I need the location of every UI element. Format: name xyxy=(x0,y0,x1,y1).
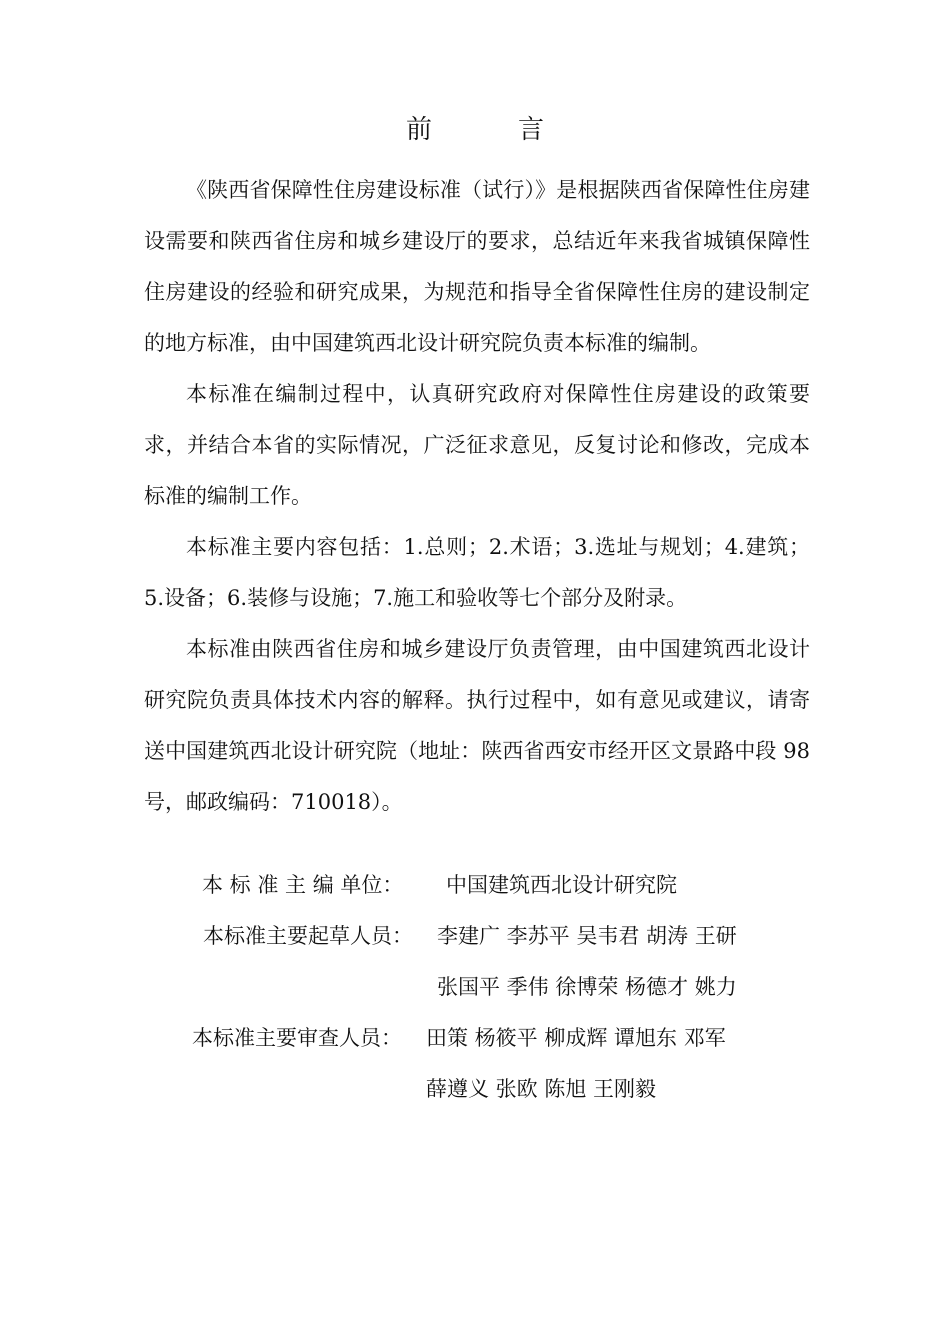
credit-row-unit xyxy=(0,860,950,911)
credits-section xyxy=(0,860,950,1115)
credit-row-drafters xyxy=(0,911,950,962)
paragraph-management: 本标准由陕西省住房和城乡建设厅负责管理，由中国建筑西北设计研究院负责具体技术内容的解释。执行过程中，如有意见或建议，请寄送中国建筑西北设计研究院（地址：陕西省西安市经开区文景路中段 98 号，邮政编码：710018）。 xyxy=(144,637,810,814)
reviewers-line-1: 田策 杨筱平 柳成辉 谭旭东 邓军 xyxy=(426,1026,726,1050)
editor-unit-value: 中国建筑西北设计研究院 xyxy=(446,873,677,897)
paragraph-contents: 本标准主要内容包括：1.总则；2.术语；3.选址与规划；4.建筑；5.设备；6.装修与设施；7.施工和验收等七个部分及附录。 xyxy=(144,535,810,610)
reviewers-line-2: 薛遵义 张欧 陈旭 王刚毅 xyxy=(426,1077,657,1101)
preface-body xyxy=(144,165,810,828)
page-title: 前 言 xyxy=(405,115,574,145)
credit-row-reviewers-cont xyxy=(0,1064,950,1115)
drafters-line-1: 李建广 李苏平 吴韦君 胡涛 王研 xyxy=(437,924,737,948)
paragraph-intro: 《陕西省保障性住房建设标准（试行）》是根据陕西省保障性住房建设需要和陕西省住房和城乡建设厅的要求，总结近年来我省城镇保障性住房建设的经验和研究成果，为规范和指导全省保障性住房的建设制定的地方标准，由中国建筑西北设计研究院负责本标准的编制。 xyxy=(144,178,810,355)
paragraph-process: 本标准在编制过程中，认真研究政府对保障性住房建设的政策要求，并结合本省的实际情况，广泛征求意见，反复讨论和修改，完成本标准的编制工作。 xyxy=(144,382,810,508)
editor-unit-label: 本 标 准 主 编 单位： xyxy=(202,873,404,897)
credit-row-reviewers xyxy=(0,1013,950,1064)
drafters-line-2: 张国平 季伟 徐博荣 杨德才 姚力 xyxy=(437,975,737,999)
drafters-label: 本标准主要起草人员： xyxy=(203,924,413,948)
reviewers-label: 本标准主要审查人员： xyxy=(192,1026,402,1050)
credit-row-drafters-cont xyxy=(0,962,950,1013)
